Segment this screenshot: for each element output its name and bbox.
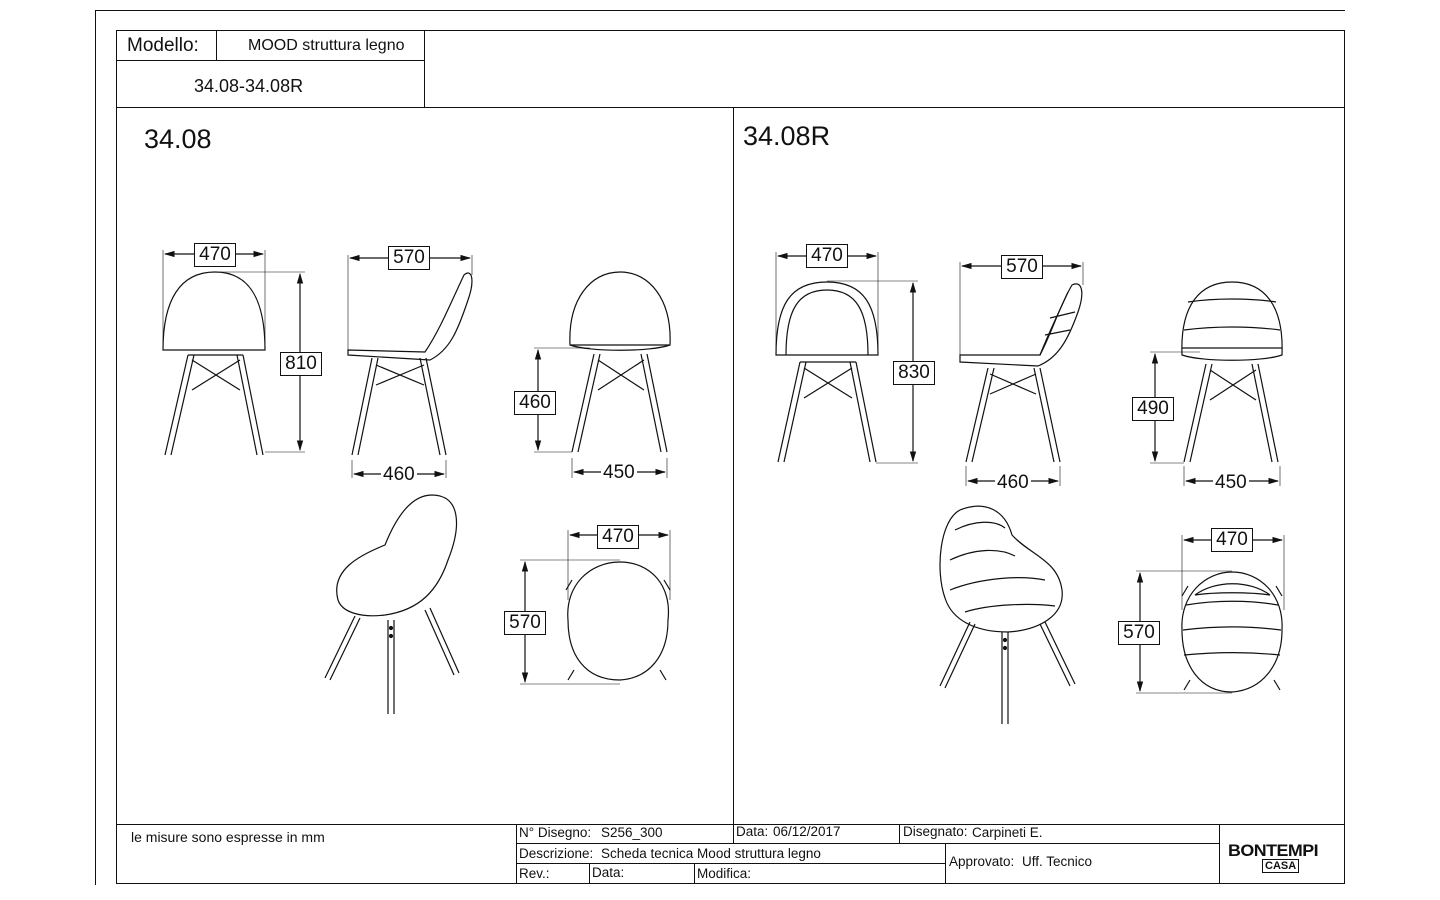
dim-height: 810	[280, 352, 322, 376]
dim-height: 830	[893, 361, 935, 385]
dim-back-base: 450	[603, 462, 635, 483]
dim-side-base: 460	[997, 472, 1029, 493]
side-view-chair-3408	[348, 273, 472, 455]
panel-title-left: 34.08	[144, 124, 212, 154]
tb-col-589	[589, 863, 590, 884]
perspective-chair-3408	[325, 495, 459, 714]
tb-col-1219	[1219, 824, 1220, 884]
dim-front-width: 470	[806, 244, 848, 268]
approvato-value: Uff. Tecnico	[1022, 854, 1093, 869]
dim-back-base: 450	[1215, 472, 1247, 493]
n-disegno-label: N° Disegno:	[519, 825, 592, 840]
footer-top-line	[116, 824, 1345, 825]
rev-label: Rev.:	[519, 866, 550, 881]
tb-col-899	[899, 824, 900, 843]
data-label: Data:	[736, 824, 769, 839]
disegnato-label: Disegnato:	[903, 824, 968, 839]
bontempi-logo	[1228, 838, 1336, 874]
modello-label: Modello:	[127, 35, 199, 56]
dim-side-depth: 570	[1001, 255, 1043, 279]
dim-top-depth: 570	[1118, 621, 1160, 645]
data-value: 06/12/2017	[773, 824, 841, 839]
tb-row-2	[516, 863, 945, 864]
tb-row-1	[516, 843, 1219, 844]
panel-title-right: 34.08R	[743, 121, 831, 151]
tb-col-694	[694, 863, 695, 884]
perspective-chair-3408r	[940, 506, 1075, 724]
descrizione-label: Descrizione:	[519, 846, 594, 861]
n-disegno-value: S256_300	[601, 825, 663, 840]
front-view-chair-3408r	[776, 282, 878, 462]
dim-top-depth: 570	[504, 611, 546, 635]
descrizione-value: Scheda tecnica Mood struttura legno	[601, 846, 821, 861]
model-codes: 34.08-34.08R	[194, 76, 304, 96]
dim-top-width: 470	[1211, 528, 1253, 552]
logo-casa: CASA	[1262, 859, 1299, 873]
top-view-chair-3408	[566, 562, 670, 680]
dim-side-depth: 570	[388, 246, 430, 270]
dim-front-width: 470	[194, 243, 236, 267]
logo-wordmark: BONTEMPI	[1228, 841, 1319, 860]
modello-value: MOOD struttura legno	[248, 37, 405, 54]
dim-seat-height: 460	[514, 391, 556, 415]
dim-top-width: 470	[597, 525, 639, 549]
tb-col-516	[516, 824, 517, 884]
tb-col-945	[945, 843, 946, 884]
measure-note: le misure sono espresse in mm	[131, 829, 325, 845]
approvato-label: Approvato:	[949, 854, 1015, 869]
modifica-label: Modifica:	[697, 866, 752, 881]
back-view-chair-3408	[570, 272, 670, 452]
side-view-chair-3408r	[960, 284, 1082, 462]
dim-seat-height: 490	[1132, 397, 1174, 421]
dim-side-base: 460	[383, 464, 415, 485]
rev-data-label: Data:	[592, 865, 625, 880]
disegnato-value: Carpineti E.	[972, 825, 1043, 840]
back-view-chair-3408r	[1182, 282, 1282, 462]
top-view-chair-3408r	[1182, 572, 1282, 692]
front-view-chair-3408	[163, 272, 265, 455]
tb-col-733	[733, 824, 734, 843]
